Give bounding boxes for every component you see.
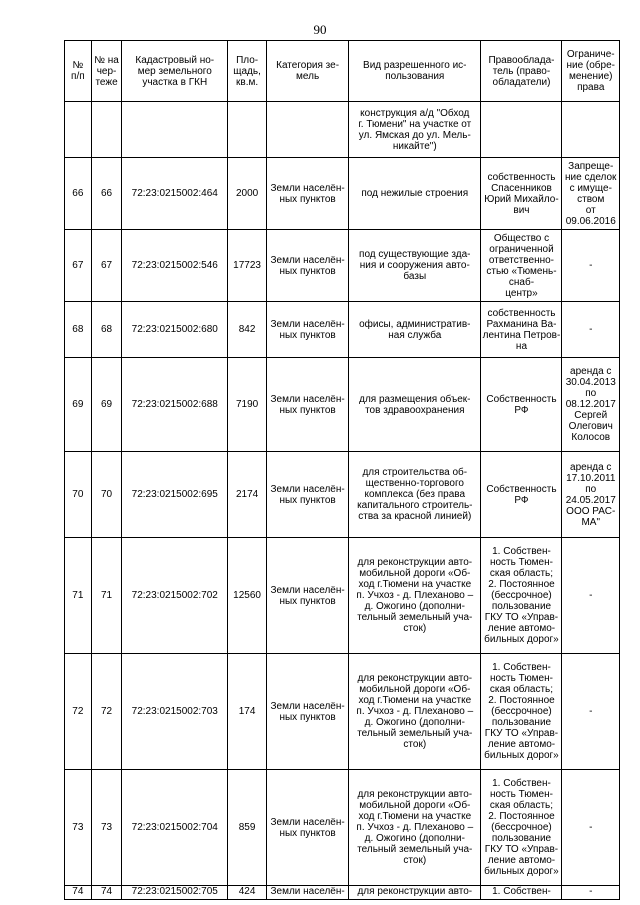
land-category-cell: Земли населён- ных пунктов [267,358,349,452]
permitted-use-cell: для реконструкции авто- мобильной дороги «Об- ход г.Тюмени на участке п. Учхоз - д. Плеханово – д. Ожогино (дополни- тельный земельный уча- сток) [349,654,481,770]
right-holder-cell: собственность Рахманина Ва- лентина Петров- на [481,302,562,358]
land-category-cell: Земли населён- ных пунктов [267,158,349,230]
land-category-cell: Земли населён- ных пунктов [267,770,349,886]
row-number-cell: 68 [65,302,92,358]
row-number-cell: 72 [65,654,92,770]
drawing-number-cell: 70 [91,452,122,538]
permitted-use-cell: офисы, административ- ная служба [349,302,481,358]
table-row [65,770,620,886]
land-category-cell: Земли населён- ных пунктов [267,538,349,654]
table-row [65,158,620,230]
table-row [65,538,620,654]
header-cadastral: Кадастровый но- мер земельного участка в ГКН [122,41,228,102]
cadastral-number-cell: 72:23:0215002:546 [122,230,228,302]
cadastral-number-cell: 72:23:0215002:704 [122,770,228,886]
land-category-cell: Земли населён- ных пунктов [267,452,349,538]
area-cell: 859 [228,770,267,886]
row-number-cell: 67 [65,230,92,302]
table-row [65,452,620,538]
table-header-row [65,41,620,102]
header-drawing-no: № на чер- теже [91,41,122,102]
right-holder-cell: Собственность РФ [481,358,562,452]
table-row [65,302,620,358]
encumbrance-cell: - [562,230,620,302]
land-category-cell: Земли населён- ных пунктов [267,230,349,302]
table-row [65,230,620,302]
row-number-cell: 74 [65,886,92,900]
area-cell: 842 [228,302,267,358]
header-encumbrance: Ограниче- ние (обре- менение) права [562,41,620,102]
area-cell: 2000 [228,158,267,230]
header-no: № п/п [65,41,92,102]
encumbrance-cell: - [562,654,620,770]
land-category-cell: Земли населён- ных пунктов [267,654,349,770]
continuation-row [65,102,620,158]
encumbrance-cell: - [562,538,620,654]
permitted-use-cell: для размещения объек- тов здравоохранения [349,358,481,452]
drawing-number-cell: 66 [91,158,122,230]
permitted-use-cell: для реконструкции авто- [349,886,481,900]
cadastral-number-cell: 72:23:0215002:688 [122,358,228,452]
encumbrance-cell: аренда с 30.04.2013 по 08.12.2017 Сергей Олегович Колосов [562,358,620,452]
header-use: Вид разрешенного ис- пользования [349,41,481,102]
encumbrance-cell: - [562,302,620,358]
cadastral-number-cell: 72:23:0215002:705 [122,886,228,900]
drawing-number-cell: 69 [91,358,122,452]
area-cell: 174 [228,654,267,770]
right-holder-cell: 1. Собствен- ность Тюмен- ская область; 2. Постоянное (бессрочное) пользование ГКУ ТО «Управ- ление автомо- бильных дорог» [481,770,562,886]
drawing-number-cell: 73 [91,770,122,886]
permitted-use-cell: под существующие зда- ния и сооружения авто- базы [349,230,481,302]
row-number-cell: 66 [65,158,92,230]
encumbrance-cell: - [562,886,620,900]
land-plots-table [64,40,620,900]
area-cell: 2174 [228,452,267,538]
row-number-cell: 71 [65,538,92,654]
permitted-use-cell: для реконструкции авто- мобильной дороги «Об- ход г.Тюмени на участке п. Учхоз - д. Плеханово – д. Ожогино (дополни- тельный земельный уча- сток) [349,770,481,886]
table-row [65,358,620,452]
row-number-cell: 73 [65,770,92,886]
right-holder-cell: 1. Собствен- ность Тюмен- ская область; 2. Постоянное (бессрочное) пользование ГКУ ТО «Управ- ление автомо- бильных дорог» [481,538,562,654]
cadastral-number-cell: 72:23:0215002:702 [122,538,228,654]
drawing-number-cell: 74 [91,886,122,900]
right-holder-cell: Собственность РФ [481,452,562,538]
row-number-cell: 70 [65,452,92,538]
land-category-cell: Земли населён- [267,886,349,900]
area-cell: 424 [228,886,267,900]
cadastral-number-cell: 72:23:0215002:703 [122,654,228,770]
header-area: Пло- щадь, кв.м. [228,41,267,102]
land-category-cell: Земли населён- ных пунктов [267,302,349,358]
right-holder-cell: Общество с ограниченной ответственно- стью «Тюмень- снаб- центр» [481,230,562,302]
encumbrance-cell: Запреще- ние сделок с имуще- ством от 09.06.2016 [562,158,620,230]
drawing-number-cell: 68 [91,302,122,358]
row-number-cell: 69 [65,358,92,452]
header-category: Категория зе- мель [267,41,349,102]
drawing-number-cell: 71 [91,538,122,654]
page-number: 90 [313,22,327,37]
right-holder-cell: собственность Спасенников Юрий Михайло- вич [481,158,562,230]
permitted-use-cell: для реконструкции авто- мобильной дороги «Об- ход г.Тюмени на участке п. Учхоз - д. Плеханово – д. Ожогино (дополни- тельный земельный уча- сток) [349,538,481,654]
table-row [65,654,620,770]
right-holder-cell: 1. Собствен- [481,886,562,900]
cadastral-number-cell: 72:23:0215002:680 [122,302,228,358]
cadastral-number-cell: 72:23:0215002:695 [122,452,228,538]
right-holder-cell: 1. Собствен- ность Тюмен- ская область; 2. Постоянное (бессрочное) пользование ГКУ ТО «Управ- ление автомо- бильных дорог» [481,654,562,770]
area-cell: 12560 [228,538,267,654]
encumbrance-cell: аренда с 17.10.2011 по 24.05.2017 ООО РАС- МА" [562,452,620,538]
permitted-use-cell: для строительства об- щественно-торгового комплекса (без права капитального строитель- ства за красной линией) [349,452,481,538]
area-cell: 7190 [228,358,267,452]
area-cell: 17723 [228,230,267,302]
permitted-use-cell: под нежилые строения [349,158,481,230]
drawing-number-cell: 72 [91,654,122,770]
continuation-use-cell: конструкция а/д "Обход г. Тюмени" на участке от ул. Ямская до ул. Мель- никайте") [349,102,481,158]
encumbrance-cell: - [562,770,620,886]
header-owner: Правооблада- тель (право- обладатели) [481,41,562,102]
cadastral-number-cell: 72:23:0215002:464 [122,158,228,230]
table-row [65,886,620,900]
drawing-number-cell: 67 [91,230,122,302]
